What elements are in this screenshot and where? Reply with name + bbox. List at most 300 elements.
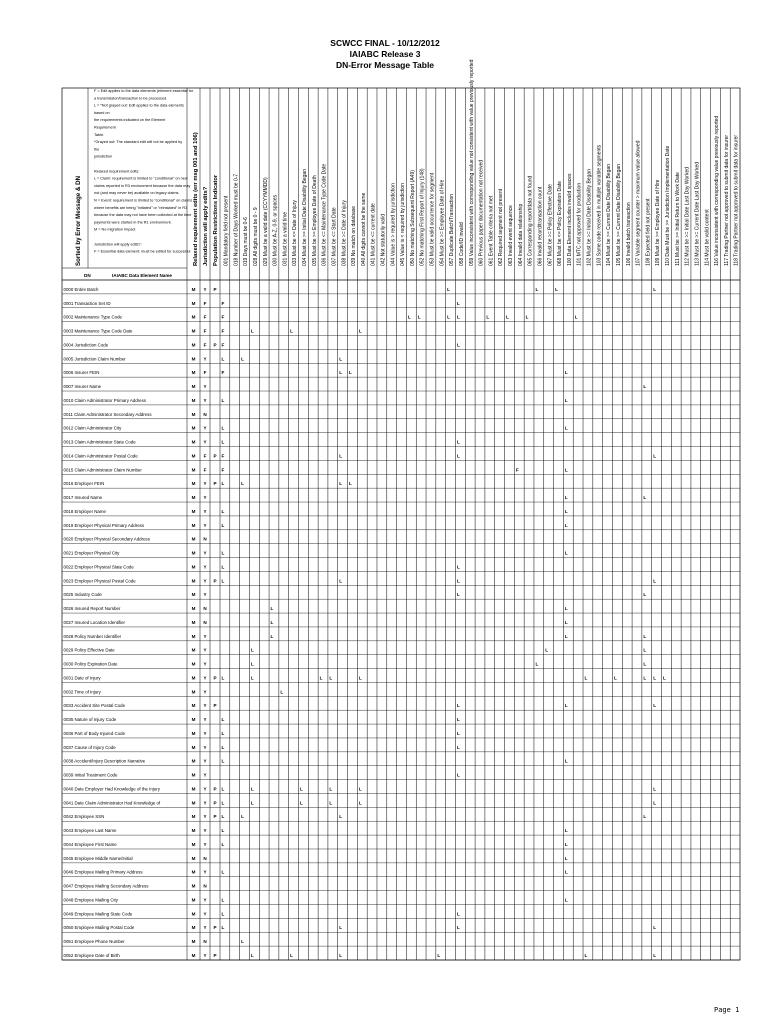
edit-mark: L: [643, 384, 647, 390]
edit-mark: L: [241, 481, 244, 487]
jurisdiction-value: N: [203, 536, 207, 542]
row-label: 0003 Maintenance Type Code Date: [63, 328, 133, 334]
edit-mark: L: [221, 578, 225, 584]
legend-line: a transmission/transaction to be processed.: [94, 96, 168, 101]
error-column-label: 066 Invalid record/transaction count: [537, 186, 544, 266]
relaxed-value: M: [191, 814, 196, 820]
relaxed-value: M: [191, 411, 196, 417]
error-column-label: 114 Must be valid content: [704, 209, 711, 266]
relaxed-value: M: [191, 869, 196, 875]
sorted-label: Sorted by Error Message & DN: [75, 175, 82, 266]
row-label: 0025 Industry Code: [63, 592, 102, 598]
edit-mark: L: [250, 328, 254, 334]
edit-mark: L: [447, 286, 450, 292]
error-column-label: 111 Must be >= Initial Return to Work Date: [674, 172, 681, 266]
edit-mark: L: [653, 675, 657, 681]
jurisdiction-value: Y: [203, 578, 207, 584]
jurisdiction-value: Y: [203, 800, 207, 806]
error-column-label: 034 Must be >= Initial Date Disability Began: [302, 169, 308, 266]
edit-mark: L: [329, 786, 333, 792]
edit-mark: L: [564, 841, 568, 847]
jurisdiction-value: N: [203, 411, 207, 417]
row-label: 0040 Date Employer Had Knowledge of the Injury: [63, 786, 160, 792]
row-label: 0017 Insured Name: [63, 495, 103, 501]
row-label: 0020 Employer Physical Secondary Address: [63, 536, 150, 542]
edit-mark: L: [221, 508, 225, 514]
edit-mark: L: [221, 522, 225, 528]
error-column-label: 112 Must be >= Initial Date Last Day Worked: [684, 166, 691, 266]
jurisdiction-value: F: [203, 467, 207, 473]
edit-mark: L: [339, 814, 343, 820]
jurisdiction-value: Y: [203, 495, 207, 501]
relaxed-value: M: [191, 300, 196, 306]
relaxed-value: M: [191, 855, 196, 861]
relaxed-value: M: [191, 467, 196, 473]
error-column-label: 101 MTC not approved for production: [576, 182, 583, 266]
relaxed-value: M: [191, 758, 196, 764]
jurisdiction-value: Y: [203, 508, 207, 514]
edit-mark: L: [613, 675, 617, 681]
edit-mark: L: [221, 869, 225, 875]
edit-mark: L: [221, 814, 225, 820]
jurisdiction-value: Y: [203, 897, 207, 903]
edit-mark: L: [221, 828, 225, 834]
edit-mark: L: [564, 869, 568, 875]
relaxed-value: M: [191, 370, 196, 376]
jurisdiction-value: F: [203, 453, 207, 459]
jurisdiction-value: Y: [203, 703, 207, 709]
row-label: 0043 Employee Last Name: [63, 828, 117, 834]
edit-mark: F: [221, 342, 225, 348]
edit-mark: F: [221, 328, 225, 334]
relaxed-value: M: [191, 925, 196, 931]
title-line-1: SCWCC FINAL - 10/12/2012: [330, 38, 440, 48]
jurisdiction-value: Y: [203, 356, 207, 362]
row-label: 0021 Employer Physical City: [63, 550, 120, 556]
edit-mark: L: [456, 592, 460, 598]
row-label: 0014 Claim Administrator Postal Code: [63, 453, 138, 459]
row-label: 0018 Employer Name: [63, 508, 106, 514]
relaxed-value: M: [191, 453, 196, 459]
name-column-header: IAIABC Data Element Name: [112, 272, 172, 278]
relaxed-value: M: [191, 647, 196, 653]
population-value: P: [213, 453, 217, 459]
row-label: 0049 Employee Mailing State Code: [63, 911, 133, 917]
edit-mark: L: [221, 800, 225, 806]
row-label: 0022 Employer Physical State Code: [63, 564, 134, 570]
error-column-label: 059 Value inconsistent with corresponding value not consistent with value previously reported: [468, 59, 475, 266]
edit-mark: F: [221, 370, 225, 376]
edit-mark: L: [339, 925, 343, 931]
row-label: 0038 Accident/Injury Description Narrative: [63, 758, 146, 764]
relaxed-value: M: [191, 883, 196, 889]
row-label: 0001 Transaction Set ID: [63, 300, 111, 306]
relaxed-value: M: [191, 592, 196, 598]
error-column-label: 040 All digits cannot be the same: [360, 192, 367, 266]
population-value: P: [213, 814, 217, 820]
error-column-label: 041 Must be <= current date: [370, 203, 377, 266]
edit-mark: L: [329, 800, 333, 806]
edit-mark: F: [221, 453, 225, 459]
edit-mark: L: [221, 911, 225, 917]
edit-mark: L: [456, 314, 460, 320]
population-value: P: [213, 675, 217, 681]
population-value: P: [213, 953, 217, 958]
edit-mark: L: [663, 675, 666, 681]
relaxed-value: M: [191, 939, 196, 945]
edit-mark: L: [221, 897, 225, 903]
relaxed-value: M: [191, 606, 196, 612]
relaxed-value: M: [191, 841, 196, 847]
edit-mark: L: [241, 356, 244, 362]
row-label: 0026 Insured Report Number: [63, 606, 121, 612]
jurisdiction-value: Y: [203, 286, 207, 292]
edit-mark: L: [506, 314, 509, 320]
edit-mark: L: [653, 453, 657, 459]
population-value: P: [213, 703, 217, 709]
relaxed-value: M: [191, 897, 196, 903]
row-label: 0039 Initial Treatment Code: [63, 772, 118, 778]
edit-mark: L: [407, 314, 411, 320]
jurisdiction-value: N: [203, 939, 207, 945]
relaxed-value: M: [191, 384, 196, 390]
row-label: 0010 Claim Administrator Primary Address: [63, 397, 146, 403]
relaxed-header: Relaxed requirement edits (err msg 001 and 106): [193, 132, 199, 266]
edit-mark: L: [221, 481, 225, 487]
relaxed-value: M: [191, 744, 196, 750]
relaxed-value: M: [191, 675, 196, 681]
relaxed-value: M: [191, 911, 196, 917]
error-column-label: 054 Must be >= Employee Date of Hire: [439, 179, 446, 266]
title-line-3: DN-Error Message Table: [335, 60, 435, 70]
edit-mark: L: [456, 453, 460, 459]
edit-mark: L: [417, 314, 421, 320]
error-column-label: 106 Invalid batch transaction: [625, 202, 632, 266]
error-column-label: 103 Same code received in multiple variable segments: [596, 144, 603, 266]
relaxed-value: M: [191, 481, 196, 487]
jurisdiction-value: Y: [203, 439, 207, 445]
edit-mark: L: [653, 578, 657, 584]
error-column-label: 118 Trading Partner not approved to submit data for insurer: [733, 134, 740, 266]
edit-mark: L: [564, 550, 568, 556]
relaxed-value: M: [191, 356, 196, 362]
error-column-label: 033 Must be <= Date of Injury: [292, 200, 299, 266]
legend-line: L = *Not grayed out: Edit applies to the data elements: [94, 103, 184, 108]
error-column-label: 035 Must be >= Employee Date of Death: [311, 175, 318, 266]
edit-mark: L: [643, 495, 647, 501]
relaxed-value: M: [191, 717, 196, 723]
jurisdiction-value: Y: [203, 564, 207, 570]
relaxed-value: M: [191, 772, 196, 778]
error-column-label: 053 Must be valid occurrence for segment: [429, 172, 436, 266]
edit-mark: L: [653, 800, 657, 806]
row-label: 0012 Claim Administrator City: [63, 425, 122, 431]
page-number: Page 1: [714, 1006, 740, 1014]
edit-mark: L: [456, 772, 460, 778]
edit-mark: F: [221, 314, 225, 320]
edit-mark: L: [643, 661, 647, 667]
jurisdiction-value: N: [203, 606, 207, 612]
error-column-label: 109 Must be >= Employee Date of Hire: [655, 179, 662, 266]
edit-mark: L: [250, 786, 254, 792]
error-column-label: 067 Must be >= Policy Effective Date: [547, 184, 554, 266]
edit-mark: L: [339, 578, 343, 584]
row-label: 0028 Policy Number Identifier: [63, 633, 122, 639]
row-label: 0031 Date of Injury: [63, 675, 101, 681]
row-label: 0015 Claim Administrator Claim Number: [63, 467, 142, 473]
jurisdiction-value: Y: [203, 786, 207, 792]
edit-mark: L: [456, 439, 460, 445]
jurisdiction-value: Y: [203, 633, 207, 639]
error-column-label: 029 Must be a valid date (CCYYMMDD): [262, 177, 269, 266]
row-label: 0013 Claim Administrator State Code: [63, 439, 136, 445]
edit-mark: L: [564, 703, 568, 709]
jurisdiction-value: Y: [203, 384, 207, 390]
edit-mark: L: [221, 744, 225, 750]
edit-mark: L: [290, 328, 293, 334]
relaxed-value: M: [191, 286, 196, 292]
error-column-label: 036 Must be <= Maintenance Type Code Date: [321, 163, 328, 266]
jurisdiction-value: Y: [203, 841, 207, 847]
jurisdiction-value: Y: [203, 911, 207, 917]
edit-mark: L: [221, 425, 225, 431]
edit-mark: L: [456, 578, 460, 584]
error-column-label: 052 No matching First Report of Injury (148): [419, 168, 426, 266]
edit-mark: L: [339, 370, 343, 376]
error-column-label: 068 Must be <= Policy Expiration Date: [557, 180, 564, 266]
edit-mark: L: [653, 786, 657, 792]
row-label: 0035 Nature of Injury Code: [63, 717, 117, 723]
edit-mark: L: [447, 314, 450, 320]
edit-mark: L: [221, 925, 225, 931]
row-label: 0044 Employee First Name: [63, 841, 117, 847]
relaxed-value: M: [191, 342, 196, 348]
edit-mark: L: [564, 828, 568, 834]
row-label: 0027 Insured Location Identifier: [63, 619, 126, 625]
edit-mark: L: [564, 758, 568, 764]
dn-column-header: DN: [84, 272, 91, 278]
edit-mark: L: [584, 675, 588, 681]
edit-mark: L: [456, 911, 460, 917]
jurisdiction-value: Y: [203, 744, 207, 750]
edit-mark: L: [221, 550, 225, 556]
legend-line: the requirements indicated on the Element: [94, 118, 166, 123]
row-label: 0051 Employee Phone Number: [63, 939, 125, 945]
edit-mark: L: [221, 758, 225, 764]
relaxed-value: M: [191, 328, 196, 334]
edit-mark: L: [643, 633, 647, 639]
edit-mark: L: [564, 633, 568, 639]
relaxed-value: M: [191, 550, 196, 556]
legend-line: Table.: [94, 132, 105, 137]
error-column-label: 037 Must be <= Start Date: [331, 207, 338, 266]
edit-mark: L: [241, 814, 244, 820]
edit-mark: L: [653, 953, 657, 958]
edit-mark: L: [456, 717, 460, 723]
legend-line: claims reported in R3 environment because the data may: [94, 183, 191, 188]
edit-mark: L: [564, 606, 568, 612]
edit-mark: L: [319, 675, 323, 681]
population-value: P: [213, 286, 217, 292]
row-label: 0006 Insurer FEIN: [63, 370, 100, 376]
edit-mark: L: [270, 619, 274, 625]
jurisdiction-value: N: [203, 855, 207, 861]
relaxed-value: M: [191, 522, 196, 528]
jurisdiction-value: Y: [203, 730, 207, 736]
edit-mark: L: [564, 897, 568, 903]
error-column-label: 039 No match on database: [351, 205, 358, 266]
jurisdiction-value: F: [203, 342, 207, 348]
relaxed-value: M: [191, 495, 196, 501]
edit-mark: L: [280, 689, 284, 695]
jurisdiction-value: Y: [203, 592, 207, 598]
error-column-label: 104 Must be >= Current Date Disability Began: [606, 164, 613, 266]
edit-mark: L: [299, 800, 303, 806]
relaxed-value: M: [191, 314, 196, 320]
edit-mark: L: [339, 453, 343, 459]
edit-mark: L: [574, 314, 578, 320]
legend-line: Requirement: [94, 125, 116, 130]
legend-line: N = Event: requirement is limited to "conditional" on claims: [94, 198, 193, 203]
edit-mark: L: [456, 300, 460, 306]
jurisdiction-value: Y: [203, 550, 207, 556]
row-label: 0048 Employee Mailing City: [63, 897, 118, 903]
row-label: 0045 Employee Middle Name/Initial: [63, 855, 133, 861]
row-label: 0052 Employee Date of Birth: [63, 953, 120, 958]
error-column-label: 044 Value is > required by jurisdiction: [390, 183, 397, 266]
error-column-label: 018 Number of Days Worked must be 0-7: [233, 173, 240, 266]
edit-mark: L: [535, 661, 539, 667]
row-label: 0011 Claim Administrator Secondary Address: [63, 411, 152, 417]
edit-mark: L: [564, 425, 568, 431]
error-column-label: 116 Value inconsistent with corresponding value previously reported: [714, 115, 721, 266]
edit-mark: L: [221, 439, 225, 445]
error-column-label: 064 Invalid data relationship: [517, 203, 524, 266]
error-column-label: 100 Data Element includes invalid spaces: [566, 173, 573, 266]
jurisdiction-value: Y: [203, 953, 207, 958]
edit-mark: L: [564, 855, 568, 861]
row-label: 0033 Accident Site Postal Code: [63, 703, 126, 709]
jurisdiction-value: Y: [203, 522, 207, 528]
legend-line: Jurisdiction will apply edits?:: [94, 242, 142, 247]
error-column-label: 028 All digits must be 0 - 9: [252, 207, 259, 266]
edit-mark: L: [358, 786, 362, 792]
population-value: P: [213, 786, 217, 792]
row-label: 0037 Cause of Injury Code: [63, 744, 116, 750]
edit-mark: L: [270, 633, 274, 639]
error-column-label: 030 Must be A-Z, 0-9, or spaces: [272, 194, 279, 266]
edit-mark: L: [221, 841, 225, 847]
edit-mark: L: [643, 592, 647, 598]
jurisdiction-value: Y: [203, 869, 207, 875]
edit-mark: L: [250, 661, 254, 667]
edit-mark: L: [221, 717, 225, 723]
jurisdiction-value: Y: [203, 828, 207, 834]
row-label: 0032 Time of Injury: [63, 689, 101, 695]
relaxed-value: M: [191, 578, 196, 584]
error-column-label: 105 Must be >= Current Date Disability Began: [615, 164, 622, 266]
error-column-label: 061 Event Table criteria not met: [488, 195, 495, 266]
edit-mark: L: [525, 314, 529, 320]
legend-line: the: [94, 147, 100, 152]
edit-mark: L: [564, 495, 568, 501]
edit-mark: L: [456, 730, 460, 736]
jurisdiction-value: Y: [203, 425, 207, 431]
edit-mark: L: [456, 703, 460, 709]
jurisdiction-value: Y: [203, 689, 207, 695]
relaxed-value: M: [191, 730, 196, 736]
jurisdiction-value: Y: [203, 814, 207, 820]
edit-mark: L: [270, 606, 274, 612]
row-label: 0036 Part of Body Injured Code: [63, 730, 126, 736]
population-value: P: [213, 800, 217, 806]
row-label: 0005 Jurisdiction Claim Number: [63, 356, 126, 362]
edit-mark: L: [643, 675, 647, 681]
jurisdiction-value: Y: [203, 772, 207, 778]
edit-mark: L: [653, 925, 657, 931]
error-column-label: 060 Previous paper documentation not received: [478, 159, 485, 266]
population-value: P: [213, 481, 217, 487]
legend-line: jurisdiction: [94, 154, 112, 159]
edit-mark: L: [437, 953, 441, 958]
legend-line: F = Essential data element; must be edited for successful: [94, 249, 191, 254]
legend-line: where benefits are being "initiated" or "reinstated" in R3: [94, 205, 188, 210]
error-column-label: 057 Duplicate Batch/Transaction: [449, 193, 456, 266]
edit-mark: L: [456, 342, 460, 348]
error-column-label: 001 Mandatory field not present: [223, 195, 230, 266]
relaxed-value: M: [191, 633, 196, 639]
relaxed-value: M: [191, 439, 196, 445]
edit-mark: L: [221, 786, 225, 792]
row-label: 0023 Employer Physical Postal Code: [63, 578, 136, 584]
edit-mark: L: [564, 508, 568, 514]
jurisdiction-value: Y: [203, 925, 207, 931]
error-column-label: 108 Expected field not present: [645, 198, 652, 266]
edit-mark: L: [349, 370, 352, 376]
row-label: 0047 Employee Mailing Secondary Address: [63, 883, 149, 889]
error-column-label: 117 Trading Partner not approved to submit data for insurer: [723, 134, 730, 266]
edit-mark: L: [456, 744, 460, 750]
error-column-label: 050 No matching Subsequent Report (A49): [409, 170, 416, 266]
relaxed-value: M: [191, 397, 196, 403]
error-column-label: 031 Must be a valid time: [282, 211, 289, 266]
edit-mark: L: [221, 397, 225, 403]
jurisdiction-value: Y: [203, 661, 207, 667]
edit-mark: L: [564, 370, 568, 376]
edit-mark: L: [564, 397, 568, 403]
jurisdiction-value: Y: [203, 717, 207, 723]
edit-mark: L: [339, 356, 343, 362]
population-header: Population Restrictions Indicator: [213, 174, 219, 266]
relaxed-value: M: [191, 425, 196, 431]
jurisdiction-value: F: [203, 370, 207, 376]
error-column-label: 102 Must be >= Initial Date Disability Began: [586, 169, 593, 266]
edit-mark: L: [221, 564, 225, 570]
row-label: 0019 Employer Physical Primary Address: [63, 522, 145, 528]
jurisdiction-value: N: [203, 883, 207, 889]
legend-line: based on: [94, 110, 110, 115]
legend-line: because the data may not have been collected at the time: [94, 213, 192, 218]
relaxed-value: M: [191, 800, 196, 806]
edit-mark: L: [456, 564, 460, 570]
error-column-label: 062 Required segment not present: [498, 189, 505, 266]
jurisdiction-value: F: [203, 328, 207, 334]
edit-mark: L: [250, 647, 254, 653]
error-column-label: 110 Date Must be >= Jurisdiction Implementation Date: [665, 145, 672, 266]
jurisdiction-value: Y: [203, 397, 207, 403]
edit-mark: L: [643, 647, 647, 653]
edit-mark: L: [339, 481, 343, 487]
